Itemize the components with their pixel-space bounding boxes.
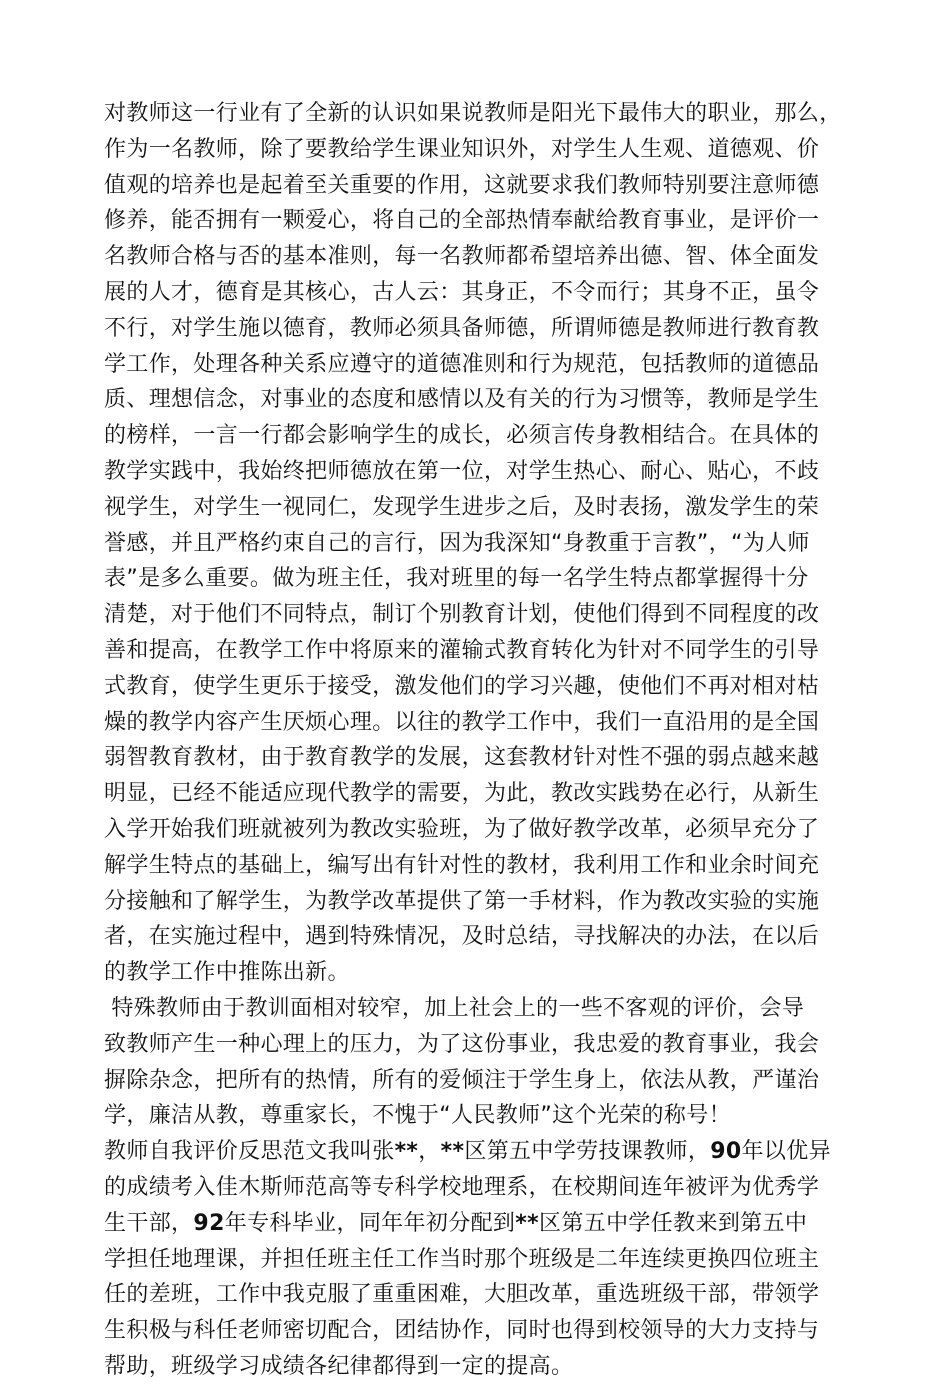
text-line: 修养，能否拥有一颗爱心，将自己的全部热情奉献给教育事业，是评价一 <box>104 208 820 234</box>
text-segment: 教师自我评价反思范文我叫张 <box>104 1139 395 1165</box>
text-line: 弱智教育教材，由于教育教学的发展，这套教材针对性不强的弱点越来越 <box>104 745 820 771</box>
text-line: 分接触和了解学生，为教学改革提供了第一手材料，作为教改实验的实施 <box>104 888 820 914</box>
text-segment: 区第五中学劳技课教师， <box>464 1139 711 1165</box>
text-line: 教学实践中，我始终把师德放在第一位，对学生热心、耐心、贴心，不歧 <box>104 458 820 484</box>
text-line: 表”是多么重要。做为班主任，我对班里的每一名学生特点都掌握得十分 <box>104 566 809 592</box>
body-text <box>104 96 864 1385</box>
text-line: 不行，对学生施以德育，教师必须具备师德，所谓师德是教师进行教育教 <box>104 315 820 341</box>
text-line: 者，在实施过程中，遇到特殊情况，及时总结，寻找解决的办法，在以后 <box>104 924 820 950</box>
text-segment: 区第五中学任教来到第五中 <box>539 1210 808 1236</box>
text-line: 的成绩考入佳木斯师范高等专科学校地理系，在校期间连年被评为优秀学 <box>104 1174 820 1200</box>
text-segment: 年以优异 <box>741 1139 831 1165</box>
text-line: 视学生，对学生一视同仁，发现学生进步之后，及时表扬，激发学生的荣 <box>104 494 820 520</box>
text-line: 解学生特点的基础上，编写出有针对性的教材，我利用工作和业余时间充 <box>104 852 820 878</box>
text-line: 帮助，班级学习成绩各纪律都得到一定的提高。 <box>104 1353 574 1379</box>
text-segment-bold: ** <box>440 1139 465 1165</box>
text-line: 生积极与科任老师密切配合，团结协作，同时也得到校领导的大力支持与 <box>104 1318 820 1344</box>
text-line: 的榜样，一言一行都会影响学生的成长，必须言传身教相结合。在具体的 <box>104 423 820 449</box>
text-segment-bold: ** <box>515 1210 540 1236</box>
text-line: 任的差班，工作中我克服了重重困难，大胆改革，重选班级干部，带领学 <box>104 1282 820 1308</box>
text-line: 明显，已经不能适应现代教学的需要，为此，教改实践势在必行，从新生 <box>104 781 820 807</box>
text-line: 誉感，并且严格约束自己的言行，因为我深知“身教重于言教”，“为人师 <box>104 530 810 556</box>
text-line: 值观的培养也是起着至关重要的作用，这就要求我们教师特别要注意师德 <box>104 172 820 198</box>
text-segment-bold: 90 <box>710 1139 742 1165</box>
text-line: 入学开始我们班就被列为教改实验班，为了做好教学改革，必须早充分了 <box>104 816 820 842</box>
text-line: 质、理想信念，对事业的态度和感情以及有关的行为习惯等，教师是学生 <box>104 387 820 413</box>
text-line: 式教育，使学生更乐于接受，激发他们的学习兴趣，使他们不再对相对枯 <box>104 673 820 699</box>
text-line: 摒除杂念，把所有的热情，所有的爱倾注于学生身上，依法从教，严谨治 <box>104 1067 820 1093</box>
text-segment-bold: 92 <box>193 1210 225 1236</box>
text-line: 致教师产生一种心理上的压力，为了这份事业，我忠爱的教育事业，我会 <box>104 1031 820 1057</box>
text-line: 特殊教师由于教训面相对较窄，加上社会上的一些不客观的评价，会导 <box>104 995 805 1021</box>
text-line: 学，廉洁从教，尊重家长，不愧于“人民教师”这个光荣的称号！ <box>104 1103 731 1129</box>
text-segment: 生干部， <box>104 1210 194 1236</box>
text-line: 清楚，对于他们不同特点，制订个别教育计划，使他们得到不同程度的改 <box>104 602 820 628</box>
text-segment: 年专科毕业，同年年初分配到 <box>224 1210 516 1236</box>
text-line: 燥的教学内容产生厌烦心理。以往的教学工作中，我们一直沿用的是全国 <box>104 709 820 735</box>
text-segment-bold: ** <box>394 1139 419 1165</box>
text-line: 作为一名教师，除了要教给学生课业知识外，对学生人生观、道德观、价 <box>104 136 820 162</box>
text-line: 对教师这一行业有了全新的认识如果说教师是阳光下最伟大的职业，那么， <box>104 101 842 126</box>
text-line: 的教学工作中推陈出新。 <box>104 960 350 986</box>
text-line <box>104 1134 864 1170</box>
text-segment: ， <box>418 1139 441 1165</box>
text-line: 展的人才，德育是其核心，古人云：其身正，不令而行；其身不正，虽令 <box>104 279 820 305</box>
text-line: 学工作，处理各种关系应遵守的道德准则和行为规范，包括教师的道德品 <box>104 351 820 377</box>
text-line: 名教师合格与否的基本准则，每一名教师都希望培养出德、智、体全面发 <box>104 244 820 270</box>
text-line: 善和提高，在教学工作中将原来的灌输式教育转化为针对不同学生的引导 <box>104 637 820 663</box>
text-line <box>104 1206 864 1242</box>
text-line: 学担任地理课，并担任班主任工作当时那个班级是二年连续更换四位班主 <box>104 1246 820 1272</box>
